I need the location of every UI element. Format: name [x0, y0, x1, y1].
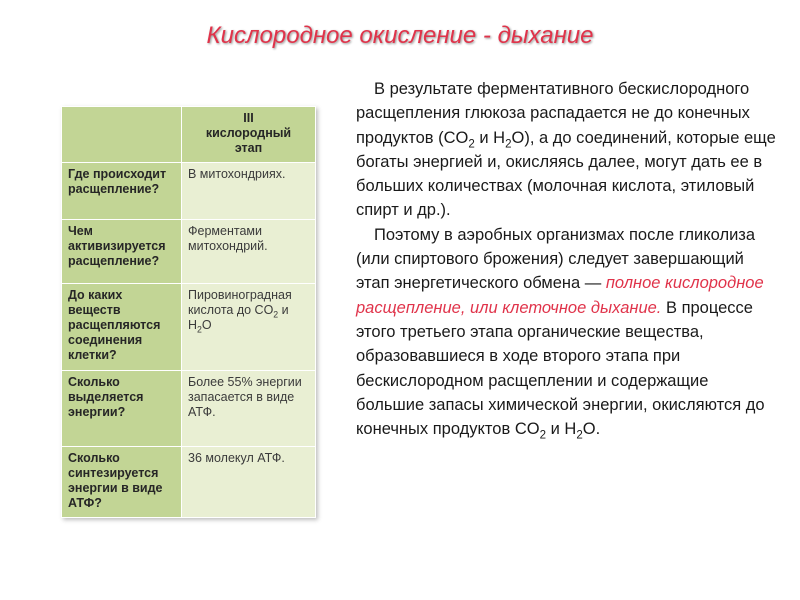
question-cell: Чем активизируется расщепление? — [62, 219, 182, 283]
table-header-row — [62, 107, 316, 163]
text-span: O), а до соединений, которые еще богаты энергией и, окисляясь далее, могут дать ее в больших количествах (молочная кислота, этиловый спирт и др.). — [356, 128, 776, 220]
highlighted-term: полное кислородное расщепление, или клеточное дыхание. — [356, 274, 764, 317]
main-text — [356, 77, 776, 441]
subscript: 2 — [539, 429, 547, 442]
text-span: В процессе этого третьего этапа органические вещества, образовавшиеся в ходе второго этапа при бескислородном расщеплении и содержащие большие запасы химической энергии, окисляются до конечных продуктов CO — [356, 298, 765, 439]
text-span: и H — [546, 420, 577, 439]
subscript: 2 — [273, 309, 279, 320]
question-cell: До каких веществ расщепляются соединения клетки? — [62, 284, 182, 371]
subscript: 2 — [576, 429, 583, 442]
paragraph-1 — [356, 77, 776, 223]
answer-cell — [182, 284, 316, 371]
answer-cell: В митохондриях. — [182, 163, 316, 219]
table-row — [62, 370, 316, 447]
header-line: этап — [234, 141, 263, 155]
text-span: Поэтому в аэробных организмах после гликолиза (или спиртового брожения) следует завершающий этап энергетического обмена — — [356, 225, 756, 293]
header-blank-cell — [62, 107, 182, 163]
stage-table — [61, 106, 316, 518]
question-cell: Сколько синтезируется энергии в виде АТФ? — [62, 447, 182, 518]
answer-text: O — [201, 318, 212, 333]
table-row — [62, 447, 316, 518]
answer-cell: 36 молекул АТФ. — [182, 447, 316, 518]
text-span: и H — [474, 128, 506, 147]
header-line: кислородный — [205, 126, 292, 140]
subscript: 2 — [468, 137, 475, 150]
text-span: В результате ферментативного бескислородного расщепления глюкоза распадается не до конечных продуктов (CO — [356, 80, 750, 147]
header-line: III — [243, 111, 254, 125]
table-row — [62, 284, 316, 371]
paragraph-2 — [356, 223, 776, 442]
answer-cell: Более 55% энергии запасается в виде АТФ. — [182, 370, 316, 447]
question-cell: Сколько выделяется энергии? — [62, 370, 182, 447]
table-row — [62, 219, 316, 283]
subscript: 2 — [505, 137, 512, 150]
answer-cell: Ферментами митохондрий. — [182, 219, 316, 283]
header-stage-cell — [182, 107, 316, 163]
answer-text: и H — [188, 303, 289, 333]
slide-title: Кислородное окисление - дыхание — [206, 22, 594, 49]
subscript: 2 — [197, 324, 202, 335]
answer-text: Пировиноградная кислота до CO — [188, 288, 292, 318]
table-row — [62, 163, 316, 219]
question-cell: Где происходит расщепление? — [62, 163, 182, 219]
text-span: O. — [582, 420, 601, 439]
